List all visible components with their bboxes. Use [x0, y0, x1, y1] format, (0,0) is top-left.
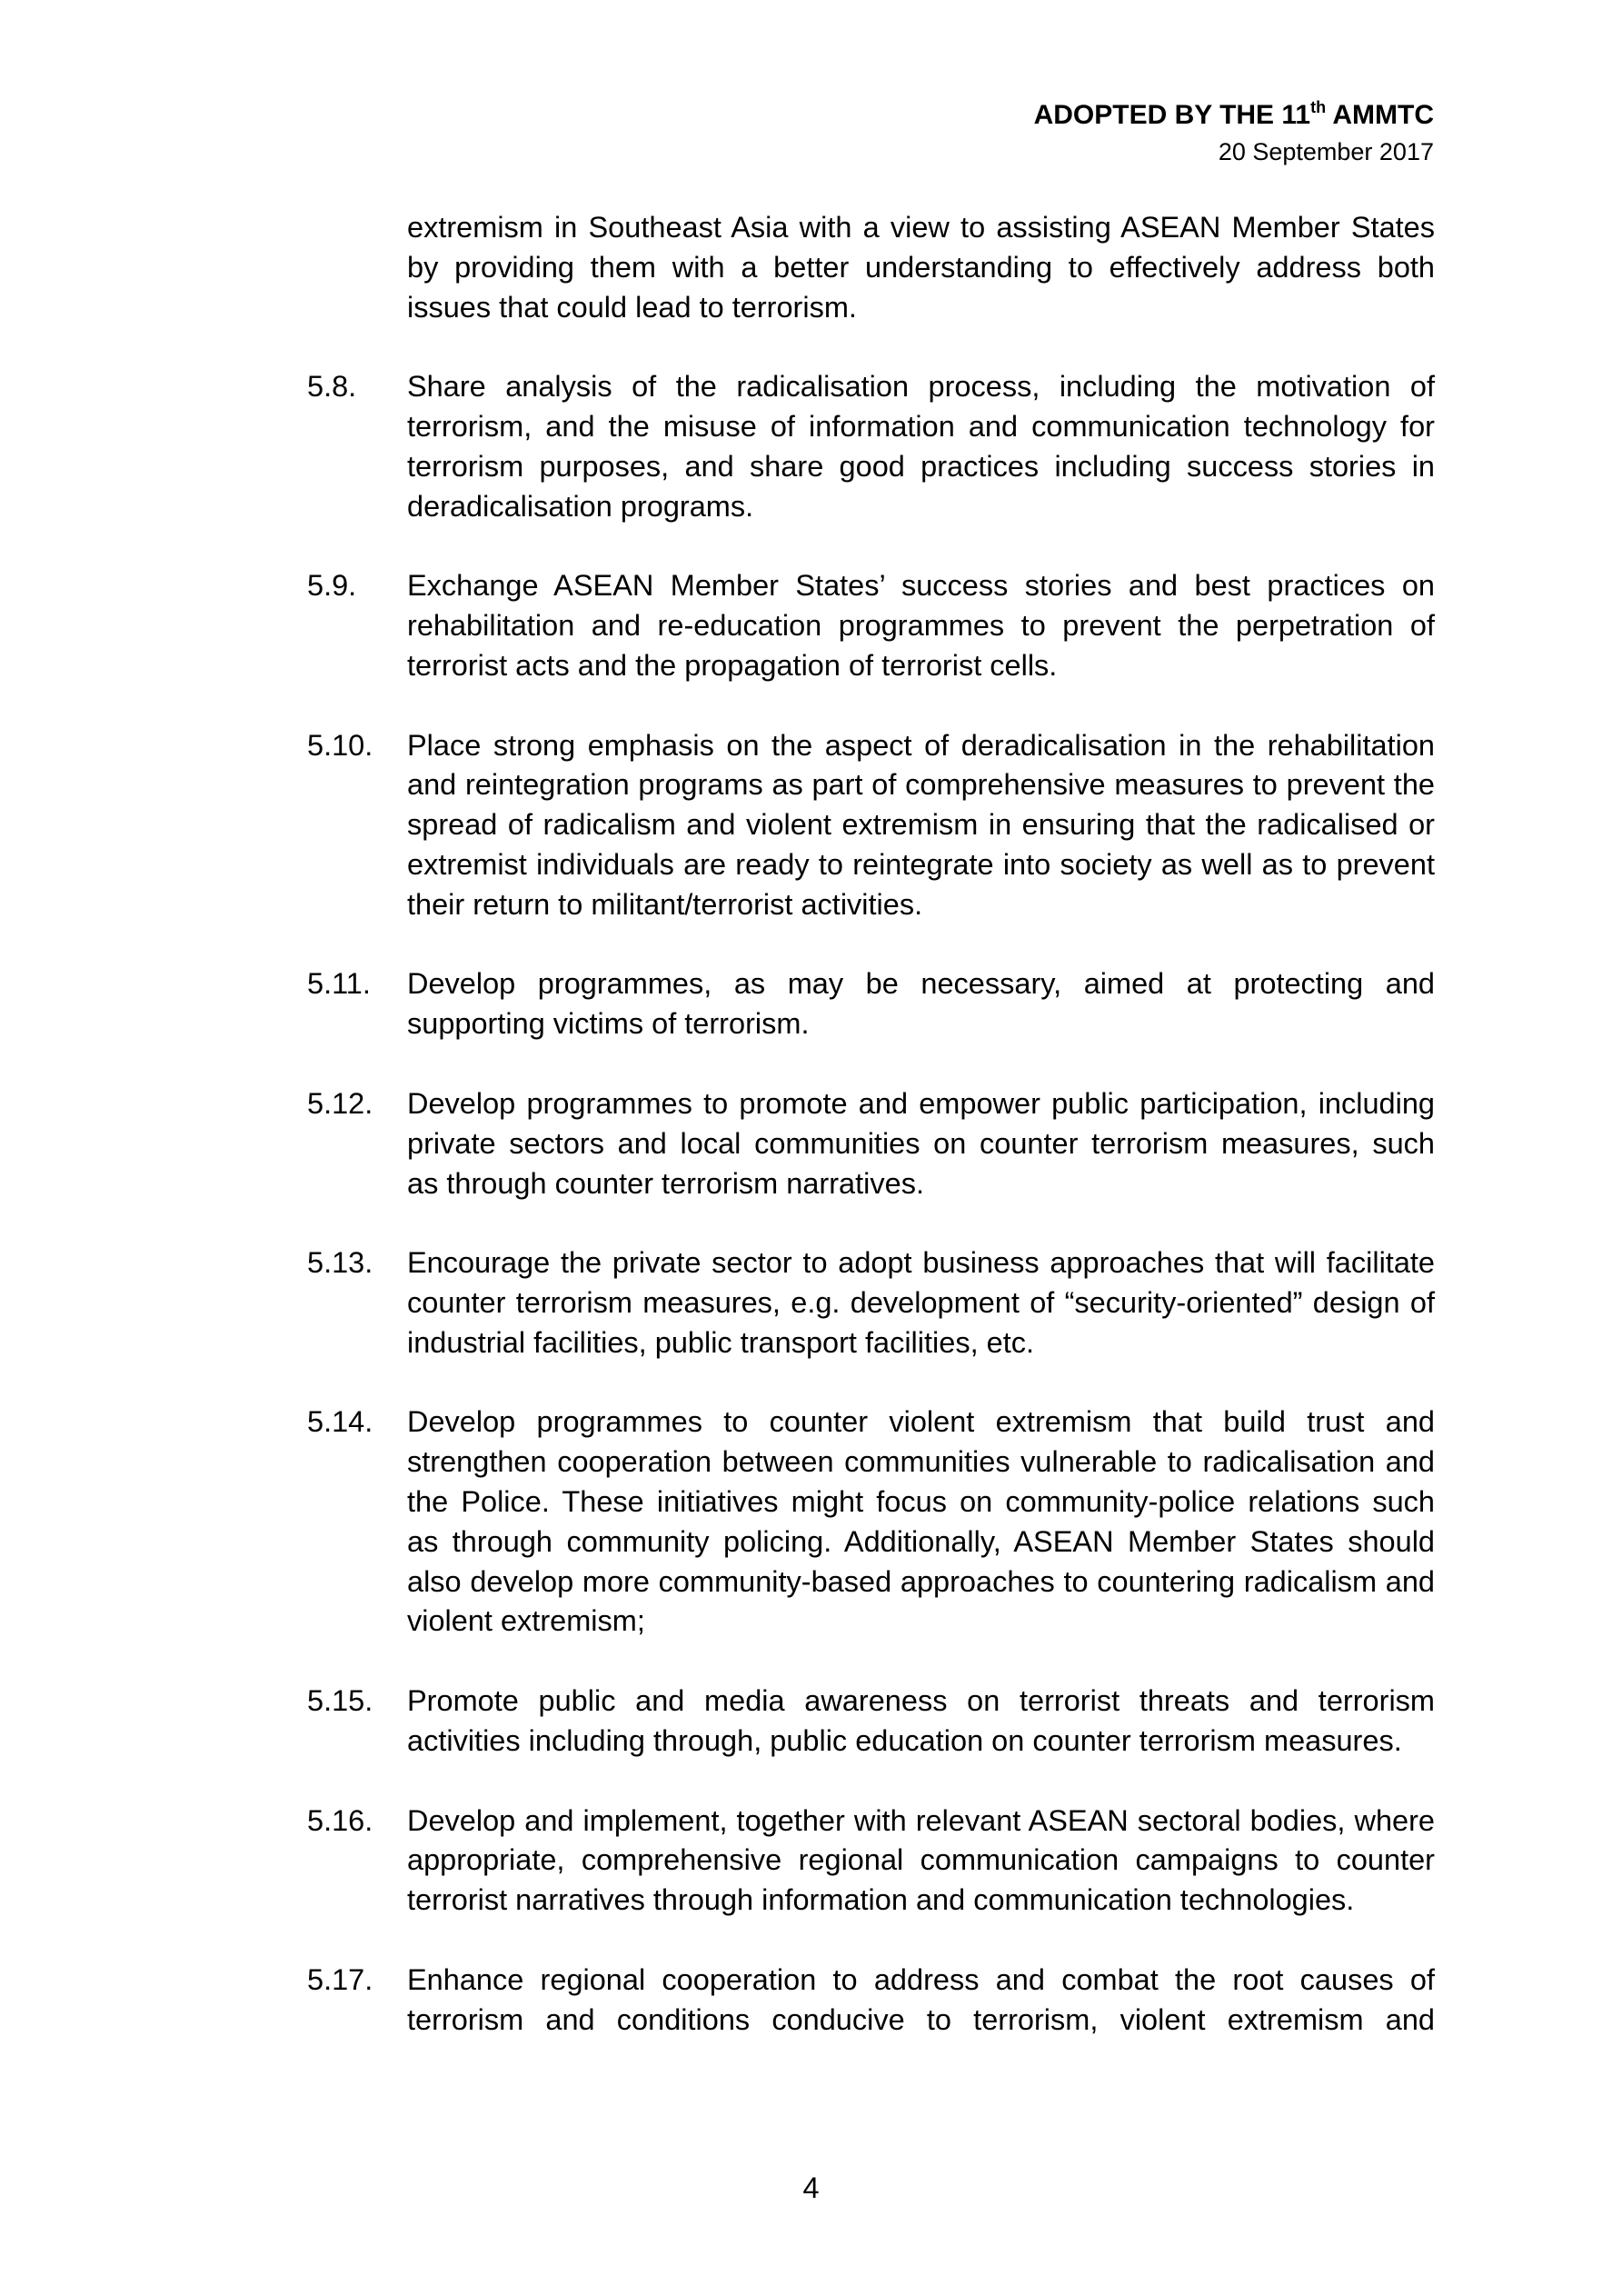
paragraph-line: spread of radicalism and violent extremism in ensuring that the radicalised or	[407, 808, 1435, 842]
paragraph-line: extremist individuals are ready to reintegrate into society as well as to prevent	[407, 848, 1435, 881]
paragraph-5-14	[307, 1403, 1435, 1642]
paragraph-number: 5.16.	[307, 1803, 373, 1837]
paragraph-line: as through community policing. Additionally, ASEAN Member States should	[407, 1524, 1435, 1558]
paragraph-line: appropriate, comprehensive regional communication campaigns to counter	[407, 1843, 1435, 1877]
paragraph-line: their return to militant/terrorist activities.	[407, 887, 923, 921]
paragraph-line: Develop and implement, together with relevant ASEAN sectoral bodies, where	[407, 1803, 1435, 1837]
paragraph-number: 5.15.	[307, 1684, 373, 1718]
paragraph-line: issues that could lead to terrorism.	[407, 290, 857, 324]
paragraph-number: 5.9.	[307, 569, 357, 603]
paragraph-line: Exchange ASEAN Member States’ success stories and best practices on	[407, 569, 1435, 603]
adoption-status-prefix: ADOPTED BY THE 11	[1033, 100, 1311, 130]
paragraph-continued	[307, 208, 1435, 327]
paragraph-text	[407, 1802, 1435, 1921]
paragraph-5-13	[307, 1243, 1435, 1363]
paragraph-line: Encourage the private sector to adopt business approaches that will facilitate	[407, 1246, 1435, 1280]
paragraph-line: also develop more community-based approaches to countering radicalism and	[407, 1564, 1435, 1598]
paragraph-line: terrorist narratives through information and communication technologies.	[407, 1883, 1355, 1917]
document-body	[307, 208, 1435, 2080]
paragraph-number: 5.14.	[307, 1405, 373, 1439]
paragraph-5-10	[307, 726, 1435, 925]
paragraph-line: violent extremism;	[407, 1604, 645, 1638]
paragraph-number: 5.10.	[307, 728, 373, 762]
paragraph-number: 5.11.	[307, 967, 371, 1001]
paragraph-line: Develop programmes, as may be necessary, aimed at protecting and	[407, 967, 1435, 1001]
adoption-date: 20 September 2017	[1218, 138, 1434, 165]
paragraph-text	[407, 964, 1435, 1044]
paragraph-text	[407, 367, 1435, 526]
ordinal-suffix: th	[1310, 98, 1327, 116]
paragraph-text	[407, 1682, 1435, 1762]
meeting-name: AMMTC	[1332, 100, 1434, 130]
paragraph-line: counter terrorism measures, e.g. development of “security-oriented” design of	[407, 1285, 1435, 1319]
paragraph-text	[407, 726, 1435, 925]
paragraph-number: 5.13.	[307, 1246, 373, 1280]
paragraph-line: the Police. These initiatives might focus on community-police relations such	[407, 1485, 1435, 1518]
paragraph-line: rehabilitation and re-education programmes to prevent the perpetration of	[407, 609, 1435, 643]
paragraph-line: private sectors and local communities on counter terrorism measures, such	[407, 1126, 1435, 1160]
paragraph-text	[407, 1961, 1435, 2041]
paragraph-5-8	[307, 367, 1435, 526]
paragraph-number: 5.8.	[307, 370, 357, 404]
paragraph-line: as through counter terrorism narratives.	[407, 1166, 924, 1200]
paragraph-line: and reintegration programs as part of comprehensive measures to prevent the	[407, 768, 1435, 802]
page-number: 4	[802, 2171, 820, 2204]
paragraph-line: by providing them with a better understanding to effectively address both	[407, 250, 1435, 284]
adoption-status	[0, 96, 1434, 134]
paragraph-5-15	[307, 1682, 1435, 1762]
paragraph-line: Develop programmes to promote and empower public participation, including	[407, 1086, 1435, 1120]
paragraph-line: terrorism and conditions conducive to terrorism, violent extremism and	[407, 2002, 1435, 2036]
paragraph-line: Place strong emphasis on the aspect of deradicalisation in the rehabilitation	[407, 728, 1435, 762]
document-header	[0, 96, 1434, 171]
paragraph-line: extremism in Southeast Asia with a view to assisting ASEAN Member States	[407, 211, 1435, 244]
paragraph-5-9	[307, 566, 1435, 685]
paragraph-text	[407, 208, 1435, 327]
paragraph-line: terrorism purposes, and share good practices including success stories in	[407, 449, 1435, 483]
paragraph-5-12	[307, 1084, 1435, 1203]
paragraph-line: terrorism, and the misuse of information and communication technology for	[407, 410, 1435, 444]
paragraph-5-11	[307, 964, 1435, 1044]
paragraph-5-17	[307, 1961, 1435, 2041]
paragraph-line: strengthen cooperation between communities vulnerable to radicalisation and	[407, 1445, 1435, 1479]
paragraph-number: 5.12.	[307, 1086, 373, 1120]
paragraph-line: Enhance regional cooperation to address and combat the root causes of	[407, 1962, 1435, 1996]
paragraph-line: supporting victims of terrorism.	[407, 1007, 810, 1041]
paragraph-line: deradicalisation programs.	[407, 489, 754, 523]
paragraph-line: Share analysis of the radicalisation process, including the motivation of	[407, 370, 1435, 404]
paragraph-text	[407, 1403, 1435, 1642]
paragraph-line: Promote public and media awareness on terrorist threats and terrorism	[407, 1684, 1435, 1718]
paragraph-text	[407, 1243, 1435, 1363]
paragraph-line: activities including through, public education on counter terrorism measures.	[407, 1723, 1402, 1757]
paragraph-text	[407, 1084, 1435, 1203]
paragraph-text	[407, 566, 1435, 685]
paragraph-number: 5.17.	[307, 1962, 373, 1996]
paragraph-line: industrial facilities, public transport facilities, etc.	[407, 1325, 1035, 1359]
paragraph-line: Develop programmes to counter violent extremism that build trust and	[407, 1405, 1435, 1439]
paragraph-line: terrorist acts and the propagation of terrorist cells.	[407, 648, 1058, 682]
paragraph-5-16	[307, 1802, 1435, 1921]
